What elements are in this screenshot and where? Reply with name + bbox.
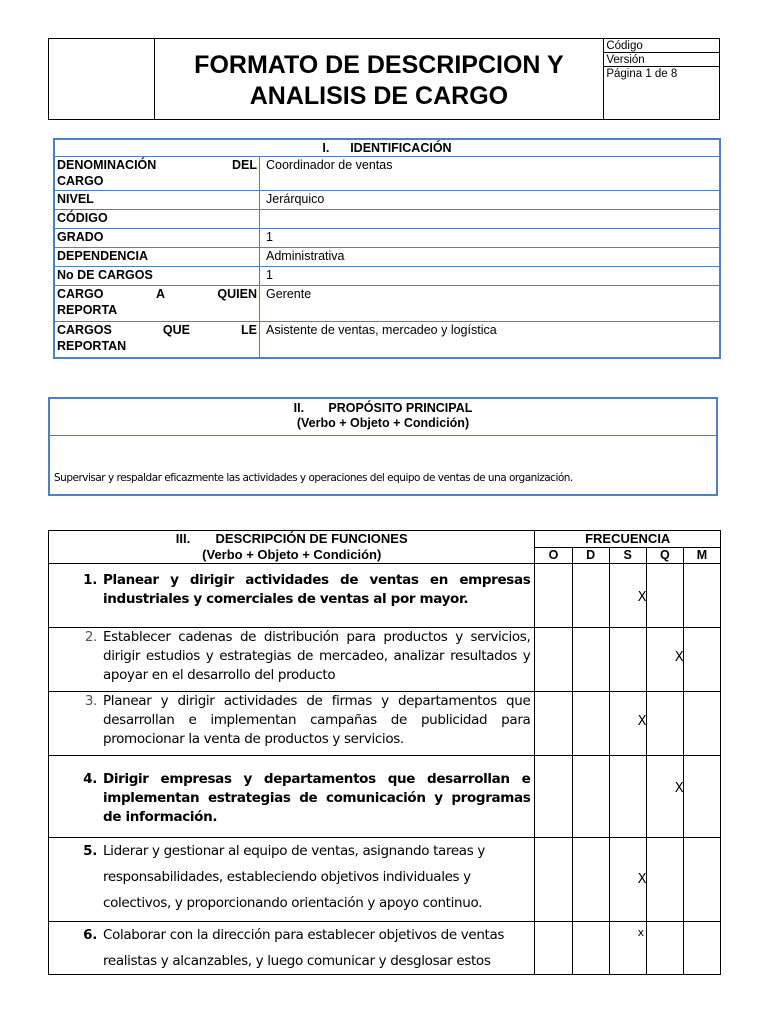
freq-cell-s bbox=[609, 628, 646, 692]
funcion-num: 5. bbox=[83, 843, 97, 859]
freq-cell-d bbox=[572, 564, 609, 628]
freq-cell-s bbox=[609, 692, 646, 756]
funciones-title: III. DESCRIPCIÓN DE FUNCIONES bbox=[175, 531, 408, 546]
funcion-num: 6. bbox=[83, 927, 97, 943]
funcion-text: Colaborar con la dirección para establecer objetivos de ventas realistas y alcanzables, y luego comunicar y desglosar estos bbox=[103, 927, 505, 969]
identificacion-title: I. IDENTIFICACIÓN bbox=[54, 139, 720, 157]
freq-mark: X bbox=[637, 590, 647, 605]
funcion-desc bbox=[49, 628, 535, 692]
freq-cell-o bbox=[535, 564, 572, 628]
document-header bbox=[48, 38, 720, 120]
funcion-row bbox=[49, 628, 721, 692]
freq-cell-o bbox=[535, 922, 572, 975]
funciones-table bbox=[48, 530, 721, 975]
funcion-text: Establecer cadenas de distribución para productos y servicios, dirigir estudios y estrategias de mercadeo, analizar resultados y apoyar en el desarrollo del producto bbox=[103, 629, 531, 683]
label-denominacion: DENOMINACIÓN DEL CARGO bbox=[54, 157, 260, 191]
funcion-num: 4. bbox=[83, 771, 97, 787]
freq-cell-m bbox=[683, 756, 720, 838]
value-nivel: Jerárquico bbox=[260, 191, 721, 210]
funcion-text: Planear y dirigir actividades de firmas y departamentos que desarrollan e implementan campañas de publicidad para promocionar la venta de productos y servicios. bbox=[103, 693, 531, 747]
value-codigo bbox=[260, 210, 721, 229]
value-grado: 1 bbox=[260, 229, 721, 248]
value-cargo-reporta: Gerente bbox=[260, 286, 721, 322]
freq-cell-d bbox=[572, 692, 609, 756]
freq-cell-s bbox=[609, 922, 646, 975]
meta-version: Versión bbox=[604, 53, 719, 67]
freq-col-s: S bbox=[609, 548, 646, 564]
freq-cell-m bbox=[683, 922, 720, 975]
value-cargos-reportan: Asistente de ventas, mercadeo y logística bbox=[260, 322, 721, 358]
freq-mark: X bbox=[674, 781, 684, 796]
funcion-num: 3. bbox=[84, 693, 97, 709]
freq-mark: X bbox=[637, 872, 647, 887]
proposito-header bbox=[50, 399, 716, 436]
funcion-text: Dirigir empresas y departamentos que desarrollan e implementan estrategias de comunicación y programas de información. bbox=[103, 771, 531, 825]
label-dependencia: DEPENDENCIA bbox=[54, 248, 260, 267]
proposito-subtitle: (Verbo + Objeto + Condición) bbox=[296, 416, 470, 430]
freq-col-q: Q bbox=[646, 548, 683, 564]
logo-cell bbox=[49, 39, 155, 120]
freq-mark: X bbox=[674, 650, 684, 665]
freq-cell-d bbox=[572, 838, 609, 922]
label-grado: GRADO bbox=[54, 229, 260, 248]
label-cargos-reportan: CARGOS QUE LE REPORTAN bbox=[54, 322, 260, 358]
freq-cell-m bbox=[683, 838, 720, 922]
funcion-row bbox=[49, 692, 721, 756]
freq-cell-d bbox=[572, 922, 609, 975]
value-no-cargos: 1 bbox=[260, 267, 721, 286]
funcion-desc bbox=[49, 922, 535, 975]
proposito-text: Supervisar y respaldar eficazmente las actividades y operaciones del equipo de ventas de una organización. bbox=[54, 472, 573, 484]
meta-pagina: Página 1 de 8 bbox=[606, 68, 678, 80]
funciones-subtitle: (Verbo + Objeto + Condición) bbox=[202, 547, 382, 562]
proposito-section bbox=[48, 397, 718, 496]
funcion-row bbox=[49, 756, 721, 838]
label-no-cargos: No DE CARGOS bbox=[54, 267, 260, 286]
funcion-num: 1. bbox=[83, 572, 97, 588]
title-line-1: FORMATO DE DESCRIPCION Y bbox=[194, 51, 564, 79]
funcion-desc bbox=[49, 564, 535, 628]
freq-col-o: O bbox=[535, 548, 572, 564]
identificacion-table bbox=[53, 138, 721, 359]
meta-codigo: Código bbox=[604, 39, 719, 53]
freq-cell-q bbox=[646, 564, 683, 628]
freq-cell-q bbox=[646, 838, 683, 922]
funcion-row bbox=[49, 838, 721, 922]
funcion-text: Liderar y gestionar al equipo de ventas, asignando tareas y responsabilidades, estableciendo objetivos individuales y colectivos, y proporcionando orientación y apoyo continuo. bbox=[103, 843, 485, 911]
freq-cell-m bbox=[683, 692, 720, 756]
document-title bbox=[154, 39, 604, 120]
frecuencia-header: FRECUENCIA bbox=[535, 531, 721, 548]
value-dependencia: Administrativa bbox=[260, 248, 721, 267]
label-cargo-reporta: CARGO A QUIEN REPORTA bbox=[54, 286, 260, 322]
freq-col-d: D bbox=[572, 548, 609, 564]
funcion-text: Planear y dirigir actividades de ventas en empresas industriales y comerciales de ventas al por mayor. bbox=[103, 572, 531, 607]
label-codigo: CÓDIGO bbox=[54, 210, 260, 229]
freq-col-m: M bbox=[683, 548, 720, 564]
title-line-2: ANALISIS DE CARGO bbox=[249, 82, 509, 110]
freq-cell-d bbox=[572, 628, 609, 692]
freq-cell-q bbox=[646, 922, 683, 975]
freq-cell-s bbox=[609, 756, 646, 838]
freq-cell-m bbox=[683, 564, 720, 628]
freq-cell-d bbox=[572, 756, 609, 838]
funcion-desc bbox=[49, 692, 535, 756]
value-denominacion: Coordinador de ventas bbox=[260, 157, 721, 191]
freq-cell-o bbox=[535, 628, 572, 692]
funciones-header bbox=[49, 531, 535, 564]
freq-mark: x bbox=[637, 926, 645, 939]
freq-cell-o bbox=[535, 692, 572, 756]
freq-cell-s bbox=[609, 838, 646, 922]
freq-cell-q bbox=[646, 756, 683, 838]
funcion-num: 2. bbox=[84, 629, 97, 645]
freq-mark: X bbox=[637, 714, 647, 729]
freq-cell-o bbox=[535, 838, 572, 922]
funcion-row bbox=[49, 564, 721, 628]
funcion-row bbox=[49, 922, 721, 975]
funcion-desc bbox=[49, 756, 535, 838]
freq-cell-q bbox=[646, 628, 683, 692]
proposito-title: II. PROPÓSITO PRINCIPAL bbox=[293, 401, 473, 415]
freq-cell-m bbox=[683, 628, 720, 692]
label-nivel: NIVEL bbox=[54, 191, 260, 210]
freq-cell-q bbox=[646, 692, 683, 756]
freq-cell-o bbox=[535, 756, 572, 838]
freq-cell-s bbox=[609, 564, 646, 628]
funcion-desc bbox=[49, 838, 535, 922]
document-meta bbox=[604, 39, 720, 120]
